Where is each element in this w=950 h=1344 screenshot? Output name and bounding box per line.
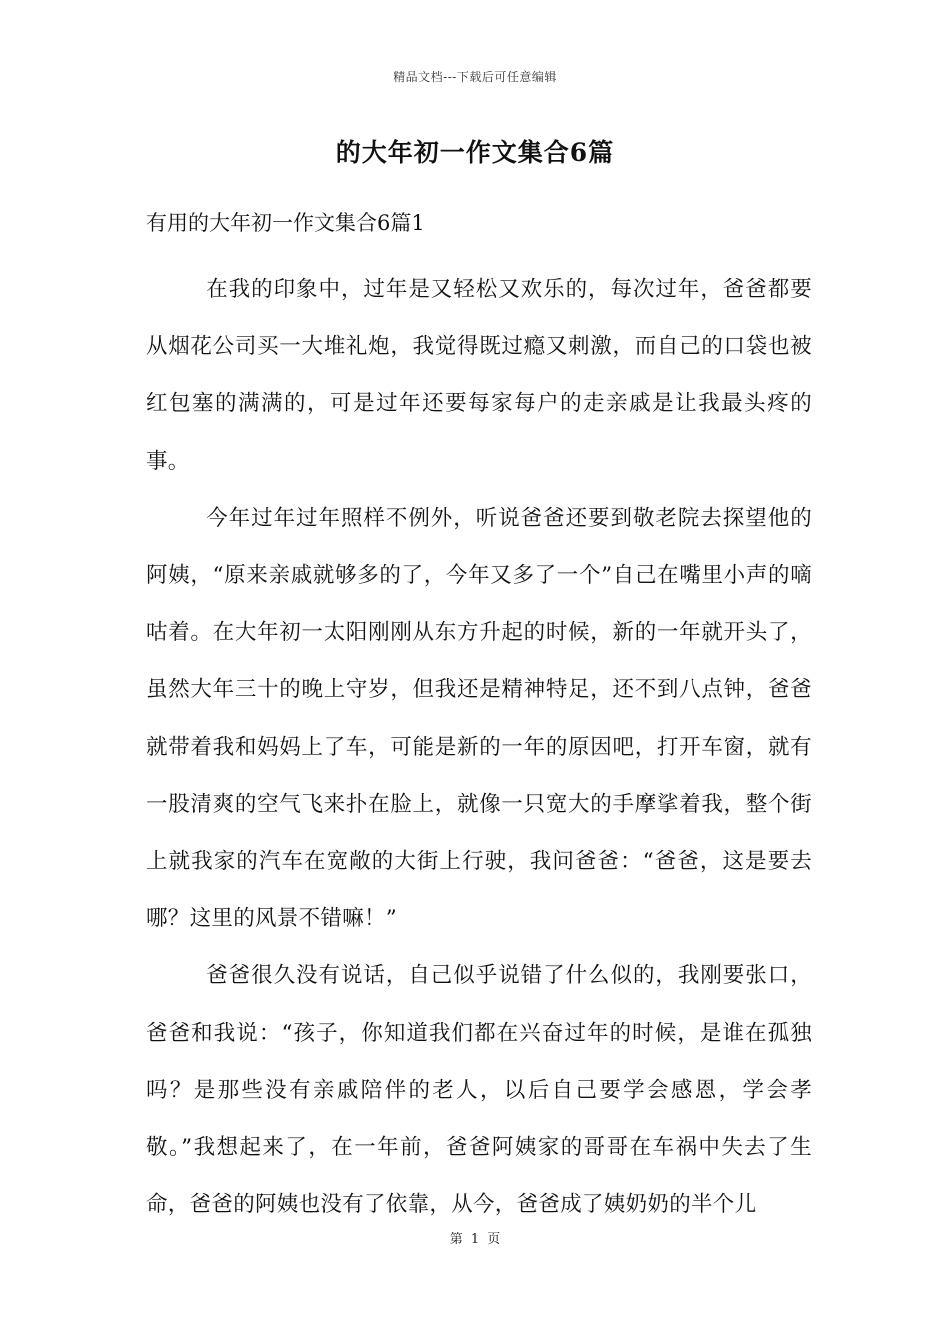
- paragraph-3: 爸爸很久没有说话，自己似乎说错了什么似的，我刚要张口，爸爸和我说：“孩子，你知道我们都在兴奋过年的时候，是谁在孤独吗？是那些没有亲戚陪伴的老人，以后自己要学会感恩，学会孝敬。”我想起来了，在一年前，爸爸阿姨家的哥哥在车祸中失去了生命，爸爸的阿姨也没有了依靠，从今，爸爸成了姨奶奶的半个儿: [146, 963, 812, 1218]
- paragraph-1: 在我的印象中，过年是又轻松又欢乐的，每次过年，爸爸都要从烟花公司买一大堆礼炮，我觉得既过瘾又刺激，而自己的口袋也被红包塞的满满的，可是过年还要每家每户的走亲戚是让我最头疼的事。: [146, 277, 812, 474]
- section-heading: 有用的大年初一作文集合6篇1: [146, 211, 425, 235]
- body-text: [146, 261, 812, 1233]
- paragraph-2: 今年过年过年照样不例外，听说爸爸还要到敬老院去探望他的阿姨，“原来亲戚就够多的了，今年又多了一个”自己在嘴里小声的嘀咕着。在大年初一太阳刚刚从东方升起的时候，新的一年就开头了，虽然大年三十的晚上守岁，但我还是精神特足，还不到八点钟，爸爸就带着我和妈妈上了车，可能是新的一年的原因吧，打开车窗，就有一股清爽的空气飞来扑在脸上，就像一只宽大的手摩挲着我，整个街上就我家的汽车在宽敞的大街上行驶，我问爸爸：“爸爸，这是要去哪？这里的风景不错嘛！”: [146, 505, 812, 932]
- document-title: 的大年初一作文集合6篇: [335, 138, 615, 167]
- page-header-note: 精品文档---下载后可任意编辑: [393, 70, 557, 84]
- page-number: 第 1 页: [449, 1232, 501, 1247]
